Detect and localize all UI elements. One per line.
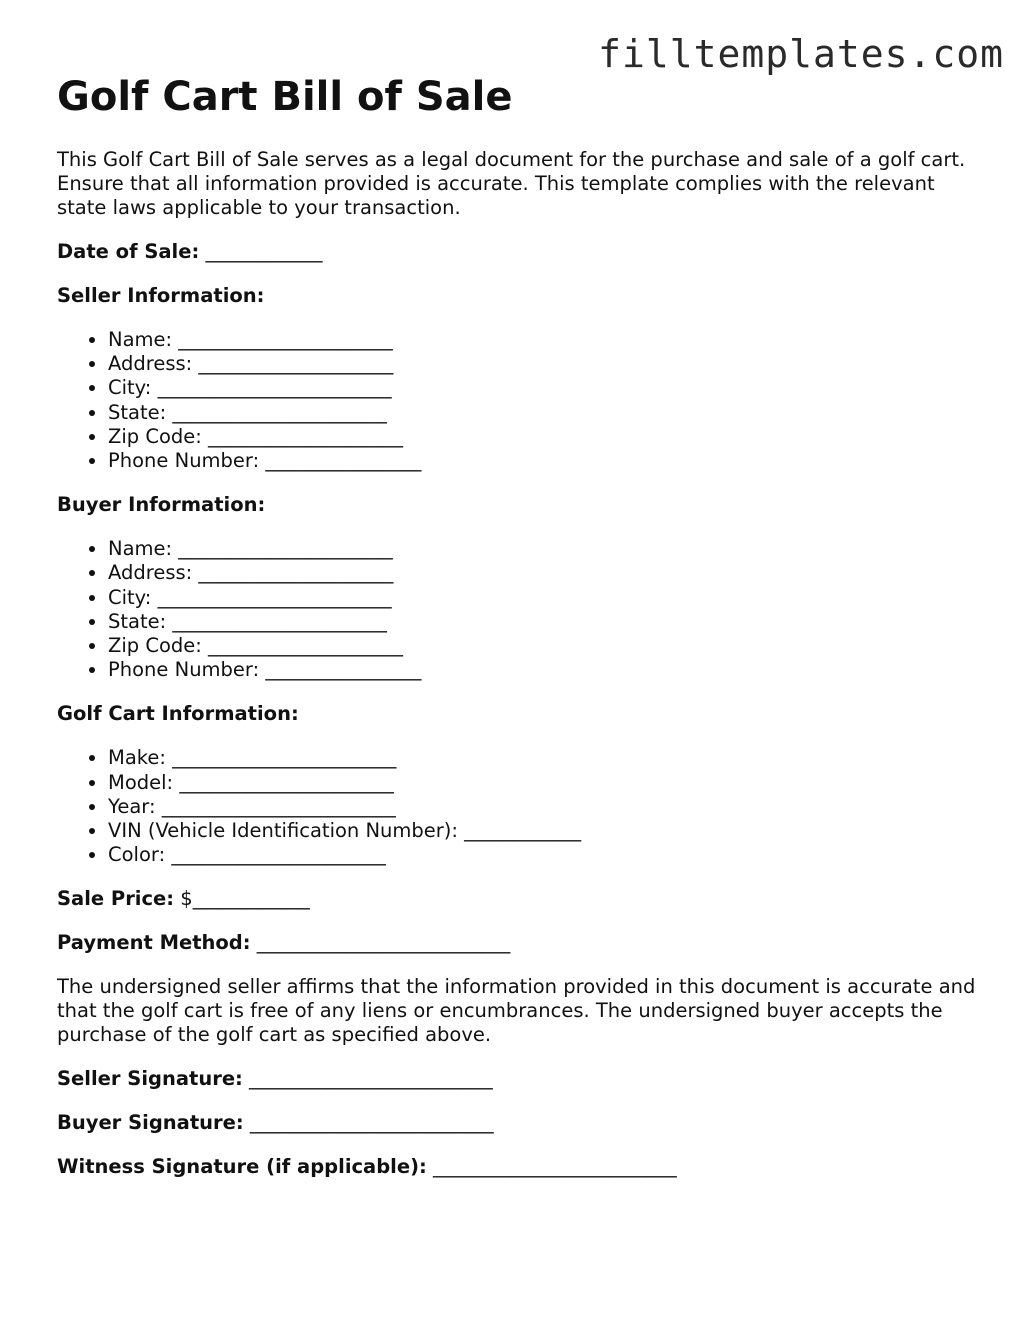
buyer-city-item[interactable]: • City: ________________________ [108,586,987,610]
buyer-signature-field [57,1111,987,1135]
seller-state-item[interactable]: • State: ______________________ [108,401,987,425]
golf-cart-information-list [57,746,987,867]
seller-phone-item[interactable]: • Phone Number: ________________ [108,449,987,473]
buyer-information-heading: Buyer Information: [57,493,266,517]
seller-information-list [57,328,987,473]
cart-model-item[interactable]: • Model: ______________________ [108,771,987,795]
intro-paragraph: This Golf Cart Bill of Sale serves as a legal document for the purchase and sale of a golf cart. Ensure that all information provided is accurate. This template complies with the relevant state laws applicable to your transaction. [57,148,966,219]
date-of-sale-field [57,240,987,264]
buyer-state-item[interactable]: • State: ______________________ [108,610,987,634]
buyer-information-list [57,537,987,682]
cart-vin-item[interactable]: • VIN (Vehicle Identification Number): ____________ [108,819,987,843]
buyer-zip-item[interactable]: • Zip Code: ____________________ [108,634,987,658]
payment-method-blank[interactable]: __________________________ [256,931,511,955]
document-title: Golf Cart Bill of Sale [57,74,513,120]
cart-make-item[interactable]: • Make: _______________________ [108,746,987,770]
witness-signature-label: Witness Signature (if applicable): [57,1155,427,1179]
buyer-name-item[interactable]: • Name: ______________________ [108,537,987,561]
document-body [57,70,987,1179]
golf-cart-information-heading: Golf Cart Information: [57,702,299,726]
cart-year-item[interactable]: • Year: ________________________ [108,795,987,819]
seller-name-item[interactable]: • Name: ______________________ [108,328,987,352]
seller-signature-field [57,1067,987,1091]
seller-zip-item[interactable]: • Zip Code: ____________________ [108,425,987,449]
sale-price-label: Sale Price: [57,887,175,911]
witness-signature-field [57,1155,987,1179]
date-of-sale-blank[interactable]: ____________ [205,240,323,263]
seller-address-item[interactable]: • Address: ____________________ [108,352,987,376]
date-of-sale-label: Date of Sale: [57,240,200,263]
watermark: filltemplates.com [598,32,1004,76]
buyer-phone-item[interactable]: • Phone Number: ________________ [108,658,987,682]
affirmation-paragraph: The undersigned seller affirms that the information provided in this document is accurate and that the golf cart is free of any liens or encumbrances. The undersigned buyer accepts the purchase of the golf cart as specified above. [57,975,976,1047]
payment-method-label: Payment Method: [57,931,251,955]
buyer-address-item[interactable]: • Address: ____________________ [108,561,987,585]
cart-color-item[interactable]: • Color: ______________________ [108,843,987,867]
seller-signature-label: Seller Signature: [57,1067,243,1091]
sale-price-blank[interactable]: $____________ [180,887,310,911]
seller-signature-blank[interactable]: _________________________ [249,1067,493,1091]
buyer-signature-blank[interactable]: _________________________ [249,1111,494,1135]
witness-signature-blank[interactable]: _________________________ [433,1155,677,1179]
payment-method-field [57,931,987,955]
seller-city-item[interactable]: • City: ________________________ [108,376,987,400]
seller-information-heading: Seller Information: [57,284,265,307]
buyer-signature-label: Buyer Signature: [57,1111,244,1135]
sale-price-field [57,887,987,911]
